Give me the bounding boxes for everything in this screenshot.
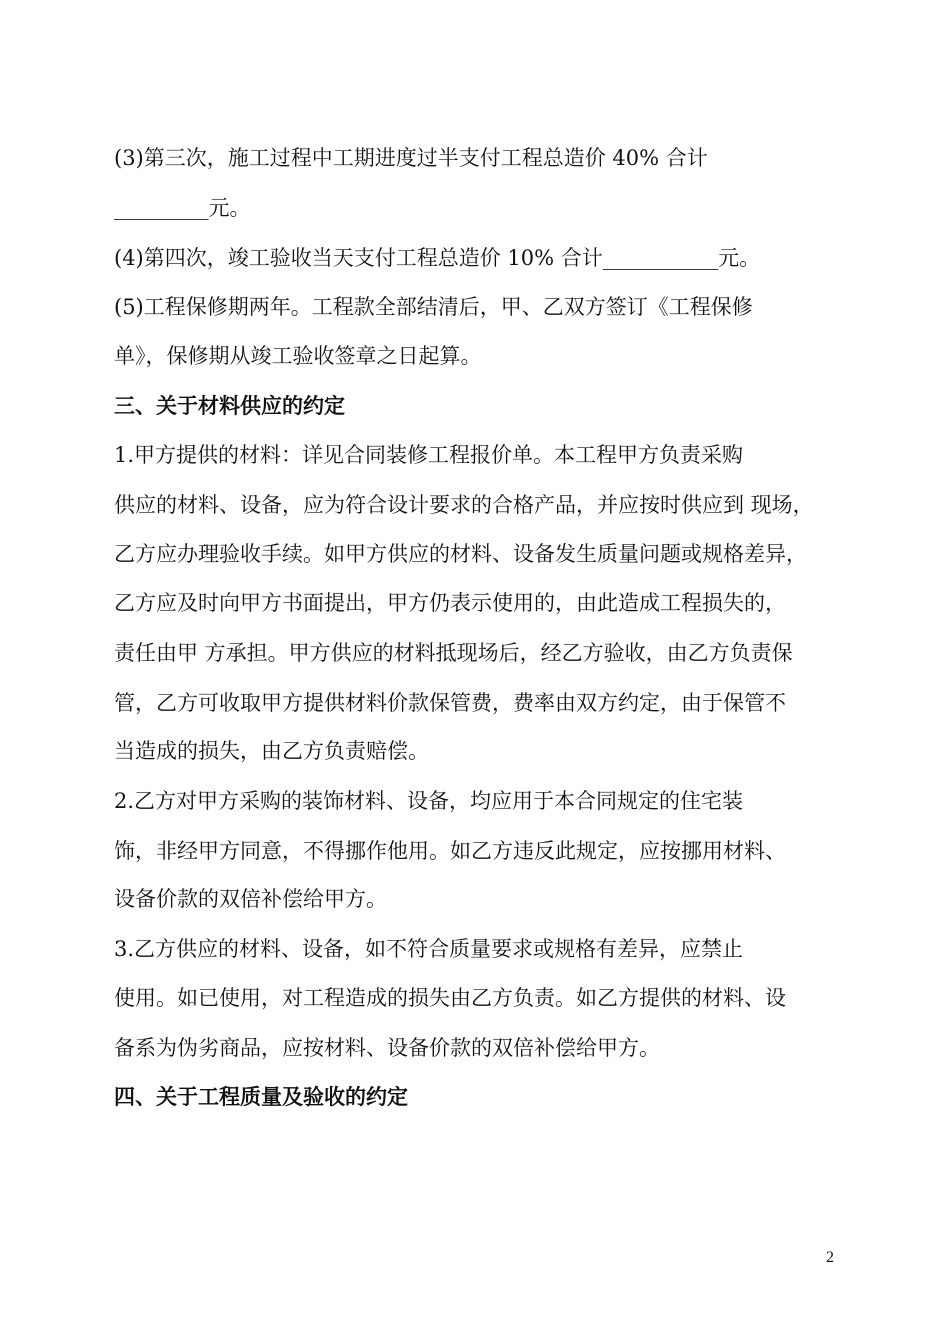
paragraph-line: 使用。如已使用，对工程造成的损失由乙方负责。如乙方提供的材料、设 [114, 986, 786, 1010]
paragraph-line: 1.甲方提供的材料：详见合同装修工程报价单。本工程甲方负责采购 [114, 443, 744, 467]
paragraph-line: 乙方应及时向甲方书面提出，甲方仍表示使用的，由此造成工程损失的， [114, 591, 786, 615]
paragraph-line: (3)第三次，施工过程中工期进度过半支付工程总造价 40% 合计 [114, 146, 708, 170]
section-heading: 四、关于工程质量及验收的约定 [114, 1085, 408, 1109]
paragraph-line: (4)第四次，竣工验收当天支付工程总造价 10% 合计___________元。 [114, 246, 761, 270]
paragraph-line: 责任由甲 方承担。甲方供应的材料抵现场后，经乙方验收，由乙方负责保 [114, 641, 793, 665]
section-heading: 三、关于材料供应的约定 [114, 394, 345, 418]
paragraph-line: 3.乙方供应的材料、设备，如不符合质量要求或规格有差异，应禁止 [114, 937, 744, 961]
paragraph-line: _________元。 [114, 196, 251, 220]
paragraph-line: 备系为伪劣商品，应按材料、设备价款的双倍补偿给甲方。 [114, 1036, 660, 1060]
paragraph-line: 2.乙方对甲方采购的装饰材料、设备，均应用于本合同规定的住宅装 [114, 789, 744, 813]
paragraph-line: 单》，保修期从竣工验收签章之日起算。 [114, 344, 482, 368]
paragraph-line: 供应的材料、设备，应为符合设计要求的合格产品，并应按时供应到 现场， [114, 493, 814, 517]
paragraph-line: 乙方应办理验收手续。如甲方供应的材料、设备发生质量问题或规格差异， [114, 542, 807, 566]
paragraph-line: 管，乙方可收取甲方提供材料价款保管费，费率由双方约定，由于保管不 [114, 691, 786, 715]
paragraph-line: 当造成的损失，由乙方负责赔偿。 [114, 739, 429, 763]
paragraph-line: (5)工程保修期两年。工程款全部结清后，甲、乙双方签订《工程保修 [114, 295, 753, 319]
page-number: 2 [826, 1249, 834, 1266]
paragraph-line: 饰，非经甲方同意，不得挪作他用。如乙方违反此规定，应按挪用材料、 [114, 839, 786, 863]
paragraph-line: 设备价款的双倍补偿给甲方。 [114, 887, 387, 911]
